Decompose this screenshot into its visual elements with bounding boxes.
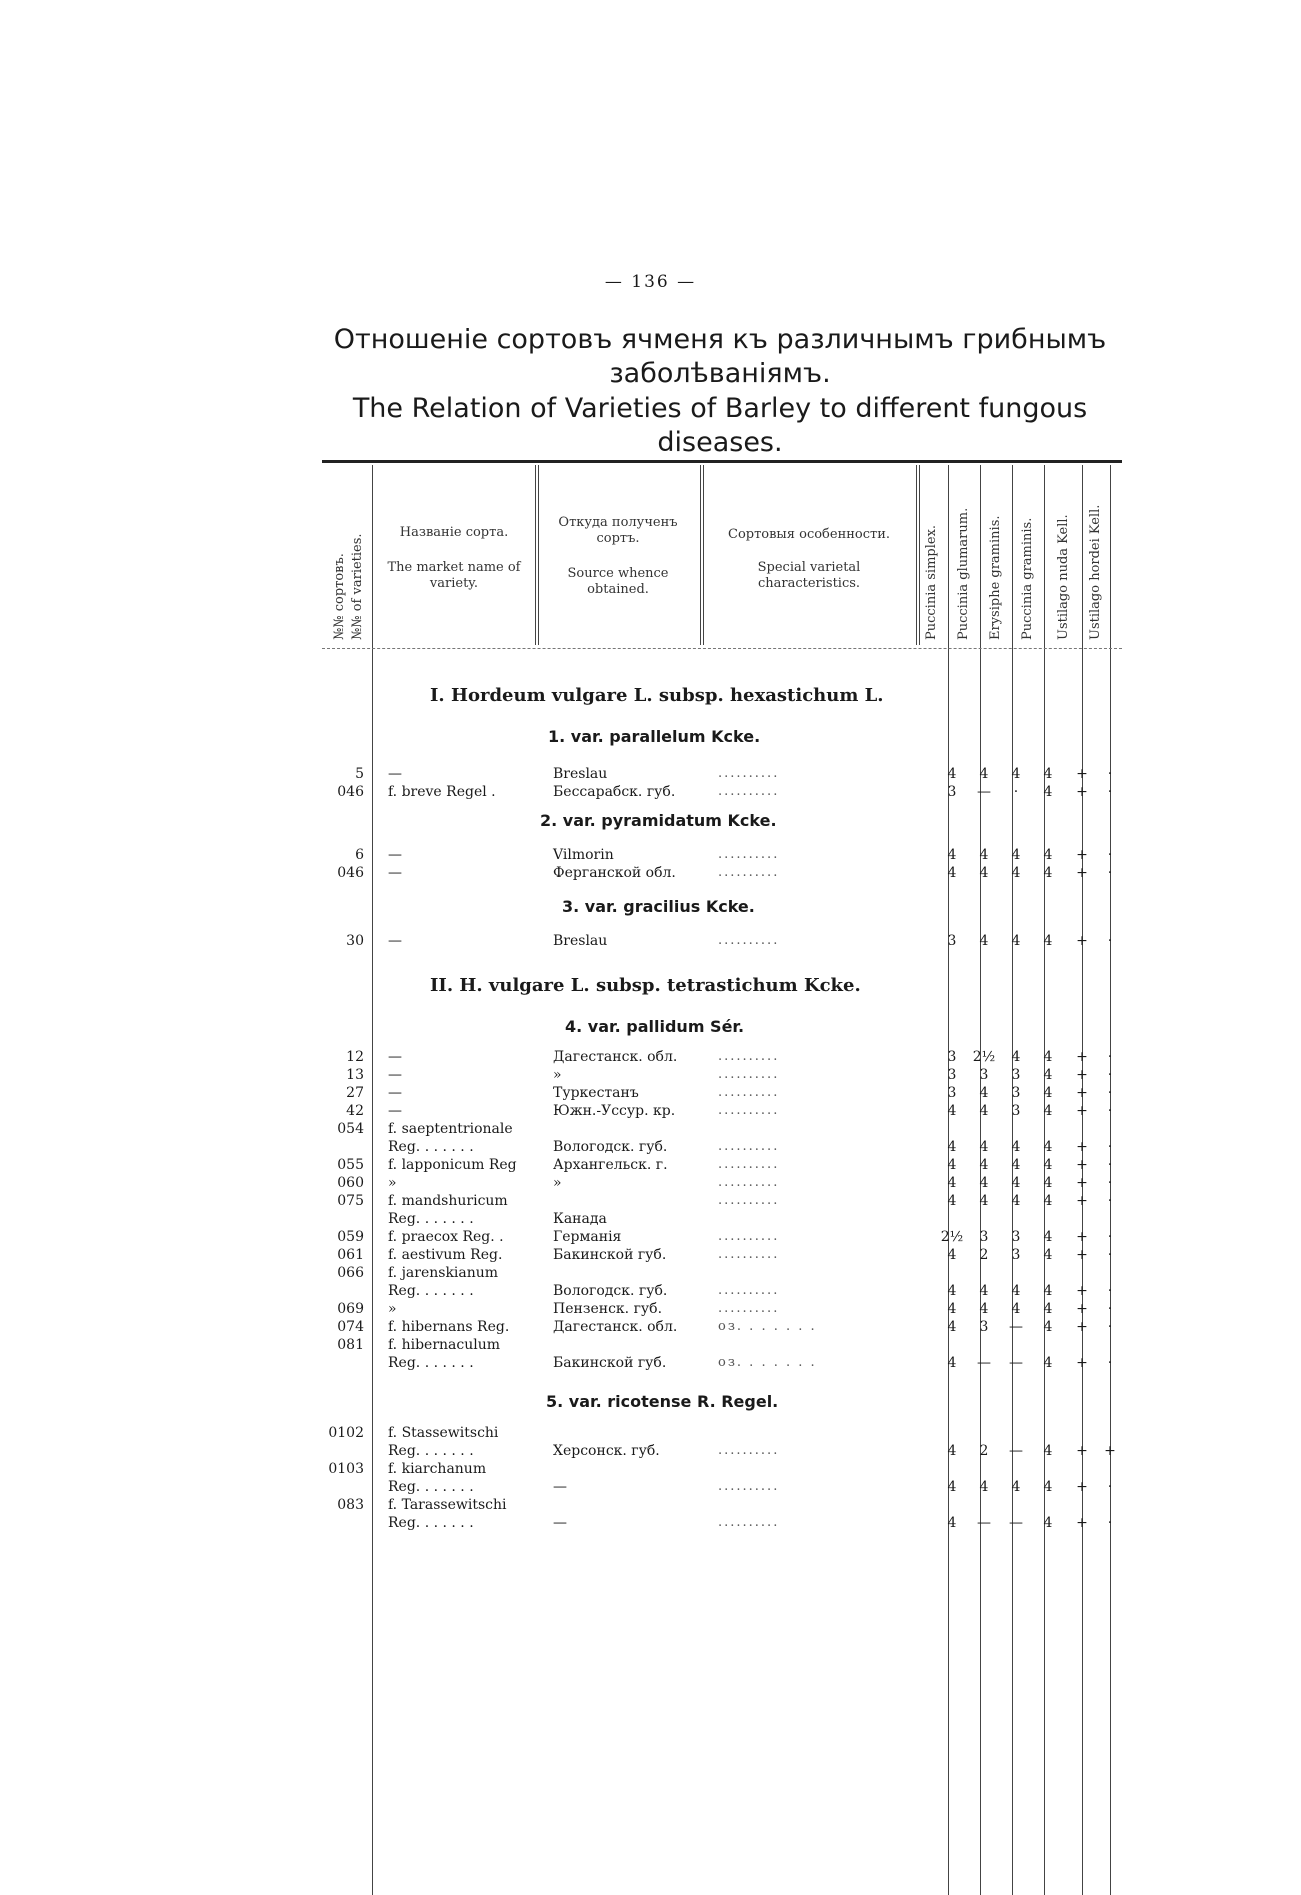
- row-score-4: 4: [1043, 865, 1053, 881]
- row-variety-name: —: [388, 933, 402, 949]
- row-special: ..........: [718, 1175, 780, 1190]
- row-score-6: ·: [1107, 1067, 1113, 1083]
- row-source: Бакинской губ.: [553, 1355, 667, 1371]
- row-score-4: 4: [1043, 1283, 1053, 1299]
- row-number: 30: [346, 933, 364, 949]
- row-score-2: —: [977, 1515, 991, 1531]
- row-source: Vilmorin: [553, 847, 614, 863]
- row-score-4: 4: [1043, 1229, 1053, 1245]
- header-name-en: The market name of variety.: [387, 560, 521, 591]
- row-source: Вологодск. губ.: [553, 1283, 668, 1299]
- row-score-3: —: [1009, 1319, 1023, 1335]
- row-score-6: ·: [1107, 1157, 1113, 1173]
- header-num-en: №№ of varieties.: [350, 533, 365, 640]
- row-score-1: 4: [947, 1139, 957, 1155]
- row-score-3: 4: [1011, 1049, 1021, 1065]
- row-variety-name: f. mandshuricum: [388, 1193, 508, 1209]
- row-score-1: 4: [947, 1479, 957, 1495]
- row-score-2: 3: [979, 1319, 989, 1335]
- col-line-name: [535, 465, 539, 645]
- row-score-1: 4: [947, 1193, 957, 1209]
- row-score-1: 3: [947, 933, 957, 949]
- row-score-4: 4: [1043, 1049, 1053, 1065]
- row-score-6: ·: [1107, 1301, 1113, 1317]
- row-variety-name: Reg. . . . . . .: [388, 1355, 474, 1371]
- row-score-3: 4: [1011, 1139, 1021, 1155]
- row-score-4: 4: [1043, 1085, 1053, 1101]
- page-number: — 136 —: [604, 272, 697, 292]
- row-source: Breslau: [553, 766, 608, 782]
- header-disease-3: Erysiphe graminis.: [988, 515, 1003, 640]
- row-variety-name: Reg. . . . . . .: [388, 1443, 474, 1459]
- row-score-1: 4: [947, 1175, 957, 1191]
- row-score-1: 3: [947, 1085, 957, 1101]
- row-score-1: 4: [947, 1283, 957, 1299]
- section-heading-1: I. Hordeum vulgare L. subsp. hexastichum L.: [430, 685, 884, 706]
- row-variety-name: Reg. . . . . . .: [388, 1211, 474, 1227]
- row-number: 27: [346, 1085, 364, 1101]
- row-score-5: +: [1076, 1515, 1088, 1531]
- header-disease-1: Puccinia simplex.: [924, 524, 939, 640]
- row-variety-name: —: [388, 1067, 402, 1083]
- row-number: 074: [337, 1319, 364, 1335]
- row-special: ..........: [718, 1301, 780, 1316]
- row-special: ..........: [718, 784, 780, 799]
- row-score-3: ·: [1013, 784, 1019, 800]
- row-number: 6: [355, 847, 364, 863]
- row-number: 046: [337, 784, 364, 800]
- row-score-2: 4: [979, 1157, 989, 1173]
- row-score-5: +: [1076, 1193, 1088, 1209]
- row-number: 12: [346, 1049, 364, 1065]
- row-score-3: 4: [1011, 1175, 1021, 1191]
- row-score-4: 4: [1043, 1301, 1053, 1317]
- row-score-3: 4: [1011, 1283, 1021, 1299]
- row-variety-name: f. jarenskianum: [388, 1265, 499, 1281]
- row-special: ..........: [718, 1049, 780, 1064]
- row-score-4: 4: [1043, 1157, 1053, 1173]
- row-number: 046: [337, 865, 364, 881]
- row-score-6: ·: [1107, 1515, 1113, 1531]
- row-score-2: 4: [979, 865, 989, 881]
- row-score-3: 3: [1011, 1085, 1021, 1101]
- row-number: 42: [346, 1103, 364, 1119]
- row-score-4: 4: [1043, 766, 1053, 782]
- row-source: Бакинской губ.: [553, 1247, 667, 1263]
- row-number: 069: [337, 1301, 364, 1317]
- row-number: 075: [337, 1193, 364, 1209]
- row-score-4: 4: [1043, 1319, 1053, 1335]
- row-special: ..........: [718, 865, 780, 880]
- row-special: оз. . . . . . .: [718, 1355, 817, 1370]
- row-special: ..........: [718, 1515, 780, 1530]
- row-score-6: +: [1104, 1443, 1116, 1459]
- row-number: 081: [337, 1337, 364, 1353]
- row-source: Дагестанск. обл.: [553, 1319, 678, 1335]
- row-score-1: 4: [947, 1103, 957, 1119]
- row-score-6: ·: [1107, 1193, 1113, 1209]
- row-score-1: 4: [947, 1319, 957, 1335]
- row-source: Южн.-Уссур. кр.: [553, 1103, 676, 1119]
- row-variety-name: Reg. . . . . . .: [388, 1283, 474, 1299]
- row-source: Пензенск. губ.: [553, 1301, 663, 1317]
- row-score-3: —: [1009, 1355, 1023, 1371]
- row-score-5: +: [1076, 1247, 1088, 1263]
- col-line-num: [372, 465, 373, 1895]
- row-variety-name: f. saeptentrionale: [388, 1121, 513, 1137]
- row-variety-name: f. hibernans Reg.: [388, 1319, 510, 1335]
- header-name-ru: Названіе сорта.: [399, 525, 509, 540]
- row-score-2: 4: [979, 1283, 989, 1299]
- row-score-3: 4: [1011, 865, 1021, 881]
- row-variety-name: —: [388, 1085, 402, 1101]
- row-source: Бессарабск. губ.: [553, 784, 676, 800]
- row-score-1: 3: [947, 1067, 957, 1083]
- row-score-5: +: [1076, 847, 1088, 863]
- row-variety-name: —: [388, 1049, 402, 1065]
- row-number: 0103: [328, 1461, 364, 1477]
- row-variety-name: —: [388, 865, 402, 881]
- row-score-3: —: [1009, 1443, 1023, 1459]
- row-score-4: 4: [1043, 784, 1053, 800]
- header-rule: [322, 460, 1122, 463]
- row-special: ..........: [718, 1085, 780, 1100]
- row-score-1: 4: [947, 1515, 957, 1531]
- variety-heading-3: 3. var. gracilius Kcke.: [562, 897, 755, 916]
- row-number: 054: [337, 1121, 364, 1137]
- row-score-6: ·: [1107, 1049, 1113, 1065]
- row-score-2: 4: [979, 1193, 989, 1209]
- row-score-1: 4: [947, 1355, 957, 1371]
- row-score-5: +: [1076, 766, 1088, 782]
- row-score-2: —: [977, 784, 991, 800]
- header-num-ru: №№ сортовъ.: [332, 553, 347, 640]
- header-disease-4: Puccinia graminis.: [1020, 517, 1035, 640]
- row-score-6: ·: [1107, 865, 1113, 881]
- row-score-1: 4: [947, 1157, 957, 1173]
- row-source: Архангельск. г.: [553, 1157, 668, 1173]
- row-score-6: ·: [1107, 1355, 1113, 1371]
- row-score-5: +: [1076, 1157, 1088, 1173]
- row-special: ..........: [718, 766, 780, 781]
- row-score-5: +: [1076, 784, 1088, 800]
- row-score-6: ·: [1107, 1085, 1113, 1101]
- row-score-4: 4: [1043, 1355, 1053, 1371]
- row-score-6: ·: [1107, 1229, 1113, 1245]
- row-score-2: 4: [979, 933, 989, 949]
- row-special: оз. . . . . . .: [718, 1319, 817, 1334]
- row-score-2: 4: [979, 1479, 989, 1495]
- row-score-2: 4: [979, 847, 989, 863]
- header-disease-5: Ustilago nuda Kell.: [1056, 514, 1071, 640]
- row-score-5: +: [1076, 933, 1088, 949]
- row-score-6: ·: [1107, 1103, 1113, 1119]
- row-score-5: +: [1076, 1283, 1088, 1299]
- header-separator: [322, 648, 1122, 649]
- row-score-1: 2½: [940, 1229, 964, 1245]
- row-score-3: 4: [1011, 1301, 1021, 1317]
- header-disease-2: Puccinia glumarum.: [956, 507, 971, 640]
- header-special-ru: Сортовыя особенности.: [728, 527, 890, 542]
- row-variety-name: f. praecox Reg. .: [388, 1229, 504, 1245]
- header-source-en: Source whence obtained.: [567, 566, 669, 597]
- row-source: Ферганской обл.: [553, 865, 676, 881]
- variety-heading-5: 5. var. ricotense R. Regel.: [546, 1392, 779, 1411]
- row-number: 066: [337, 1265, 364, 1281]
- row-score-2: —: [977, 1355, 991, 1371]
- row-variety-name: f. lapponicum Reg: [388, 1157, 517, 1173]
- row-score-4: 4: [1043, 1515, 1053, 1531]
- row-score-2: 3: [979, 1067, 989, 1083]
- row-source: Дагестанск. обл.: [553, 1049, 678, 1065]
- row-score-6: ·: [1107, 1139, 1113, 1155]
- row-variety-name: —: [388, 847, 402, 863]
- row-number: 060: [337, 1175, 364, 1191]
- row-number: 059: [337, 1229, 364, 1245]
- row-score-4: 4: [1043, 1443, 1053, 1459]
- row-score-1: 4: [947, 865, 957, 881]
- row-score-2: 4: [979, 766, 989, 782]
- row-score-1: 4: [947, 766, 957, 782]
- row-score-2: 4: [979, 1103, 989, 1119]
- row-score-2: 3: [979, 1229, 989, 1245]
- row-score-6: ·: [1107, 1283, 1113, 1299]
- row-score-1: 4: [947, 1301, 957, 1317]
- row-number: 061: [337, 1247, 364, 1263]
- row-number: 055: [337, 1157, 364, 1173]
- row-score-6: ·: [1107, 933, 1113, 949]
- row-variety-name: —: [388, 1103, 402, 1119]
- row-score-3: 3: [1011, 1229, 1021, 1245]
- row-special: ..........: [718, 933, 780, 948]
- row-variety-name: »: [388, 1301, 397, 1317]
- row-number: 13: [346, 1067, 364, 1083]
- header-special-en: Special varietal characteristics.: [757, 560, 861, 591]
- row-number: 5: [355, 766, 364, 782]
- row-special: ..........: [718, 1229, 780, 1244]
- row-score-1: 4: [947, 1247, 957, 1263]
- row-score-3: 4: [1011, 933, 1021, 949]
- row-score-4: 4: [1043, 1103, 1053, 1119]
- row-number: 083: [337, 1497, 364, 1513]
- row-special: ..........: [718, 1103, 780, 1118]
- header-disease-6: Ustilago hordei Kell.: [1088, 504, 1103, 640]
- row-variety-name: Reg. . . . . . .: [388, 1515, 474, 1531]
- row-score-3: —: [1009, 1515, 1023, 1531]
- row-score-2: 4: [979, 1139, 989, 1155]
- row-score-5: +: [1076, 1175, 1088, 1191]
- header-source-ru: Откуда полученъ сортъ.: [558, 515, 678, 546]
- row-score-5: +: [1076, 1085, 1088, 1101]
- row-score-5: +: [1076, 1067, 1088, 1083]
- row-number: 0102: [328, 1425, 364, 1441]
- variety-heading-2: 2. var. pyramidatum Kcke.: [540, 811, 777, 830]
- row-score-2: 2: [979, 1247, 989, 1263]
- row-score-5: +: [1076, 1443, 1088, 1459]
- row-special: ..........: [718, 1193, 780, 1208]
- row-variety-name: f. hibernaculum: [388, 1337, 501, 1353]
- row-score-6: ·: [1107, 1247, 1113, 1263]
- title-russian: Отношеніе сортовъ ячменя къ различнымъ грибнымъ заболѣваніямъ.: [333, 324, 1107, 389]
- row-score-5: +: [1076, 1139, 1088, 1155]
- row-score-4: 4: [1043, 1479, 1053, 1495]
- row-variety-name: f. kiarchanum: [388, 1461, 487, 1477]
- row-score-3: 4: [1011, 1479, 1021, 1495]
- row-variety-name: Reg. . . . . . .: [388, 1479, 474, 1495]
- row-score-3: 4: [1011, 1193, 1021, 1209]
- row-score-4: 4: [1043, 847, 1053, 863]
- row-special: ..........: [718, 1479, 780, 1494]
- row-score-3: 4: [1011, 766, 1021, 782]
- row-score-5: +: [1076, 1355, 1088, 1371]
- row-variety-name: Reg. . . . . . .: [388, 1139, 474, 1155]
- row-score-5: +: [1076, 1479, 1088, 1495]
- title-english: The Relation of Varieties of Barley to different fungous diseases.: [352, 393, 1088, 458]
- row-source: Breslau: [553, 933, 608, 949]
- row-score-4: 4: [1043, 1175, 1053, 1191]
- row-score-5: +: [1076, 865, 1088, 881]
- row-variety-name: f. Stassewitschi: [388, 1425, 499, 1441]
- variety-heading-1: 1. var. parallelum Kcke.: [548, 727, 761, 746]
- row-variety-name: f. aestivum Reg.: [388, 1247, 503, 1263]
- row-special: ..........: [718, 1067, 780, 1082]
- row-score-6: ·: [1107, 1319, 1113, 1335]
- row-score-1: 3: [947, 1049, 957, 1065]
- row-source: Канада: [553, 1211, 607, 1227]
- row-score-6: ·: [1107, 766, 1113, 782]
- row-score-2: 2½: [972, 1049, 996, 1065]
- row-score-4: 4: [1043, 1139, 1053, 1155]
- row-score-6: ·: [1107, 847, 1113, 863]
- row-variety-name: f. Tarassewitschi: [388, 1497, 507, 1513]
- row-source: Германія: [553, 1229, 622, 1245]
- col-line-special: [916, 465, 920, 645]
- row-score-5: +: [1076, 1301, 1088, 1317]
- row-score-1: 3: [947, 784, 957, 800]
- row-score-5: +: [1076, 1229, 1088, 1245]
- row-score-6: ·: [1107, 1175, 1113, 1191]
- row-score-3: 4: [1011, 847, 1021, 863]
- row-special: ..........: [718, 847, 780, 862]
- row-special: ..........: [718, 1443, 780, 1458]
- row-score-1: 4: [947, 847, 957, 863]
- row-score-4: 4: [1043, 1247, 1053, 1263]
- row-variety-name: f. breve Regel .: [388, 784, 496, 800]
- row-score-4: 4: [1043, 1067, 1053, 1083]
- row-source: »: [553, 1067, 562, 1083]
- row-source: Херсонск. губ.: [553, 1443, 660, 1459]
- row-score-3: 3: [1011, 1103, 1021, 1119]
- row-score-6: ·: [1107, 1479, 1113, 1495]
- row-source: Вологодск. губ.: [553, 1139, 668, 1155]
- row-score-5: +: [1076, 1103, 1088, 1119]
- row-special: ..........: [718, 1283, 780, 1298]
- row-score-6: ·: [1107, 784, 1113, 800]
- row-special: ..........: [718, 1139, 780, 1154]
- row-score-2: 4: [979, 1175, 989, 1191]
- row-score-2: 2: [979, 1443, 989, 1459]
- row-score-5: +: [1076, 1049, 1088, 1065]
- row-score-3: 3: [1011, 1067, 1021, 1083]
- row-score-2: 4: [979, 1085, 989, 1101]
- row-variety-name: »: [388, 1175, 397, 1191]
- variety-heading-4: 4. var. pallidum Sér.: [565, 1017, 745, 1036]
- row-score-3: 4: [1011, 1157, 1021, 1173]
- row-source: »: [553, 1175, 562, 1191]
- row-variety-name: —: [388, 766, 402, 782]
- row-score-4: 4: [1043, 1193, 1053, 1209]
- row-score-2: 4: [979, 1301, 989, 1317]
- row-special: ..........: [718, 1157, 780, 1172]
- row-special: ..........: [718, 1247, 780, 1262]
- row-score-3: 3: [1011, 1247, 1021, 1263]
- row-score-1: 4: [947, 1443, 957, 1459]
- row-source: —: [553, 1515, 567, 1531]
- row-source: —: [553, 1479, 567, 1495]
- section-heading-2: II. H. vulgare L. subsp. tetrastichum Kcke.: [430, 975, 861, 996]
- row-source: Туркестанъ: [553, 1085, 639, 1101]
- row-score-5: +: [1076, 1319, 1088, 1335]
- row-score-4: 4: [1043, 933, 1053, 949]
- col-line-source: [700, 465, 704, 645]
